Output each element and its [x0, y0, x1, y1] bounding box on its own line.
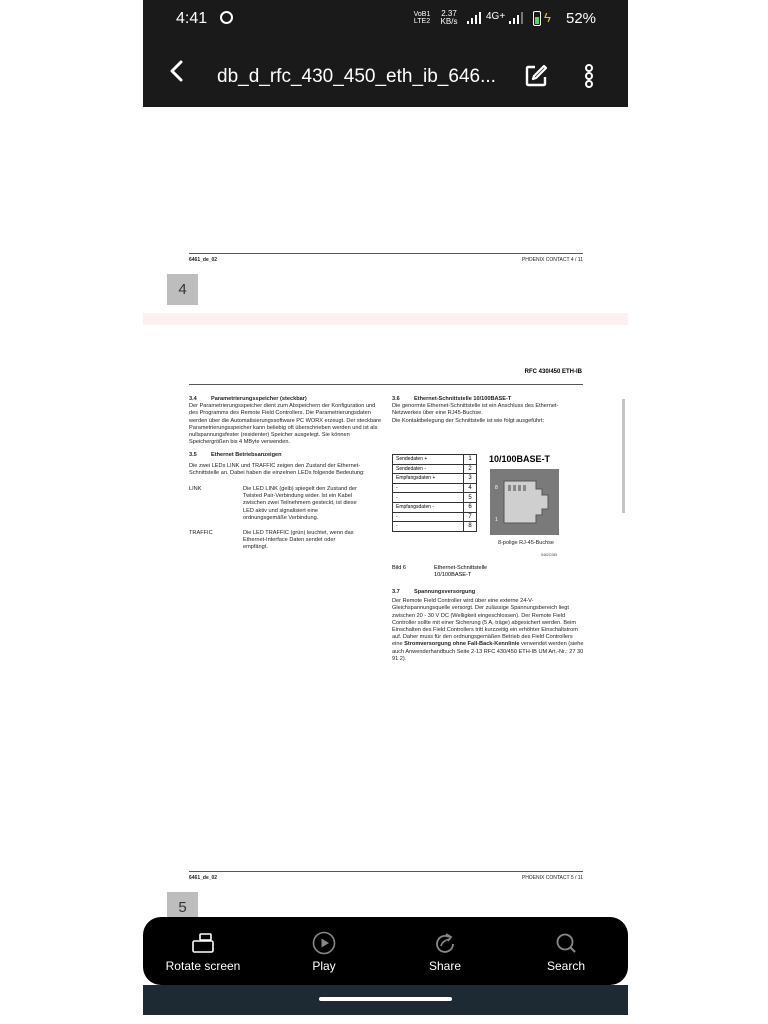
- page-number-badge: 4: [167, 274, 198, 305]
- footer-doc-id: 6461_de_02: [189, 875, 218, 881]
- section-heading: 3.7 Spannungsversorgung: [392, 589, 476, 595]
- right-column-top: [392, 396, 584, 425]
- whatsapp-icon: [220, 11, 233, 24]
- scrollbar[interactable]: [622, 399, 625, 513]
- section-text: Die genormte Ethernet-Schnittstelle ist ein Anschluss des Ethernet-Netzwerkes über eine RJ45-Buchse.: [392, 403, 559, 417]
- pin-number: 2: [464, 464, 477, 474]
- battery-icon: [533, 11, 541, 26]
- pin-signal: -: [393, 512, 464, 522]
- footer-doc-id: 6461_de_02: [189, 257, 218, 263]
- network-speed: 2.37 KB/s: [440, 9, 458, 26]
- page-footer: [189, 871, 583, 881]
- pin-row: [393, 512, 477, 522]
- footer-publisher: PHOENIX CONTACT 5 / 11: [521, 875, 583, 881]
- pin-number: 8: [464, 522, 477, 532]
- search-button[interactable]: [506, 917, 626, 985]
- phone-screen: [143, 0, 628, 1015]
- section-text: Die Kontaktbelegung der Schnittstelle ist wie folgt ausgeführt:: [392, 417, 545, 424]
- pin-row: [393, 522, 477, 532]
- system-nav-bar: [143, 985, 628, 1015]
- network-type: 4G+: [486, 11, 506, 22]
- pin-number: 6: [464, 502, 477, 512]
- pin-signal: Sendedaten -: [393, 464, 464, 474]
- figure-label: Bild 6: [392, 565, 406, 571]
- figure-text: Ethernet-Schnittstelle 10/100BASE-T: [434, 565, 488, 578]
- rj45-connector-image: [490, 469, 559, 535]
- page-header: RFC 430/450 ETH-IB: [524, 369, 582, 375]
- section-text: Die zwei LEDs LINK und TRAFFIC zeigen den Zustand der Ethernet-Schnittstelle an. Dabei haben die einzelnen LEDs folgende Bedeutung:: [189, 462, 365, 476]
- app-toolbar: [143, 38, 628, 107]
- pin-signal: Empfangsdaten +: [393, 474, 464, 484]
- pin-row: [393, 474, 477, 484]
- pin-number: 7: [464, 512, 477, 522]
- share-button[interactable]: [385, 917, 505, 985]
- connector-ref: 5462C065: [541, 553, 558, 557]
- led-name: TRAFFIC: [189, 530, 213, 537]
- header-rule: [189, 384, 583, 385]
- pin-row: [393, 455, 477, 465]
- section-heading: 3.4 Parametrierungsspeicher (steckbar): [189, 396, 307, 402]
- pin-row: [393, 502, 477, 512]
- table-title: 10/100BASE-T: [489, 454, 551, 464]
- pdf-viewer[interactable]: [143, 107, 628, 917]
- rotate-label: Rotate screen: [165, 959, 241, 973]
- play-icon: [312, 931, 336, 955]
- pin-signal: -: [393, 483, 464, 493]
- share-icon: [433, 931, 457, 955]
- bottom-action-bar: [143, 917, 628, 985]
- svg-text:8: 8: [495, 485, 498, 491]
- connector-caption: 8-polige RJ-45-Buchse: [498, 540, 554, 546]
- charging-icon: ϟ: [544, 10, 551, 25]
- figure-caption: [392, 565, 504, 579]
- led-description: [189, 486, 385, 522]
- battery-percent: 52%: [566, 10, 597, 27]
- pin-signal: Empfangsdaten -: [393, 502, 464, 512]
- pin-signal: -: [393, 522, 464, 532]
- pin-row: [393, 493, 477, 503]
- page-separator: [143, 313, 628, 325]
- document-title: db_d_rfc_430_450_eth_ib_646...: [217, 66, 496, 87]
- footer-publisher: PHOENIX CONTACT 4 / 11: [521, 257, 583, 263]
- signal-icon-2: [509, 12, 523, 24]
- pin-row: [393, 483, 477, 493]
- led-text: Die LED TRAFFIC (grün) leuchtet, wenn das Ethernet-Interface Daten sendet oder empfängt.: [243, 530, 354, 551]
- edit-icon[interactable]: [524, 64, 548, 88]
- led-text: Die LED LINK (gelb) spiegelt den Zustand der Twisted Pair-Verbindung wider. Ist ein Kabel zwischen zwei Teilnehmern gesteckt, ist diese LED aktiv und signalisiert eine ordnungsgemäße Verbindung.: [243, 486, 357, 521]
- play-label: Play: [312, 959, 336, 973]
- svg-text:1: 1: [495, 517, 498, 523]
- home-gesture-pill[interactable]: [319, 997, 452, 1001]
- clock: 4:41: [176, 10, 208, 27]
- signal-icon: [467, 12, 481, 24]
- page-footer: [189, 253, 583, 263]
- section-heading: 3.5 Ethernet Betriebsanzeigen: [189, 452, 282, 459]
- search-icon: [554, 931, 578, 955]
- pin-number: 3: [464, 474, 477, 484]
- search-label: Search: [546, 959, 586, 973]
- rotate-icon: [191, 931, 215, 955]
- page-number-badge: 5: [167, 892, 198, 923]
- section-text: Der Parametrierungsspeicher dient zum Abspeichern der Konfiguration und des Programms des Remote Field Controllers. Die Parametrierungsdaten werden über die Automatisierungssoftware PC WORX erzeugt. Der steckbare Parametrierungsspeicher kann beliebig oft überschrieben werden und ist als nullspannungsfester (residenter) Speicher ausgelegt. Sie können Speichergrößen bis 4 MByte verwenden.: [189, 403, 382, 446]
- section-text: Der Remote Field Controller wird über eine externe 24-V-Gleichspannungsquelle versorgt. Der zulässige Spannungsbereich liegt zwischen 20 - 30 V DC (Welligkeit eingeschlossen). Der Remote Field Controller sollte mit einer Sicherung (5 A, träge) abgesichert werden. Beim Einschalten des Field Controllers tritt kurzzeitig ein erhöhter Einschaltstrom auf. Daher muss für den ordnungsgemäßen Betrieb des Field Controllers eine Stromversorgung ohne Fall-Back-Kennlinie verwendet werden (siehe auch Anwenderhandbuch Seite 2-13 RFC 430/450 ETH-IB UM Art.-Nr.: 27 30 91 2).: [392, 598, 584, 662]
- volte-indicator: VoB1 LTE2: [413, 11, 431, 25]
- pin-number: 4: [464, 483, 477, 493]
- right-column-bottom: [392, 589, 584, 663]
- led-description: [189, 530, 385, 552]
- section-heading: 3.6 Ethernet-Schnittstelle 10/100BASE-T: [392, 396, 512, 402]
- pin-signal: Sendedaten +: [393, 455, 464, 465]
- back-arrow-icon[interactable]: [165, 58, 191, 84]
- pin-number: 5: [464, 493, 477, 503]
- pin-row: [393, 464, 477, 474]
- more-options-icon[interactable]: [583, 64, 595, 88]
- rotate-screen-button[interactable]: [143, 917, 263, 985]
- left-column: [189, 396, 385, 552]
- pin-table: [392, 454, 477, 532]
- pin-signal: -: [393, 493, 464, 503]
- share-label: Share: [428, 959, 462, 973]
- pin-number: 1: [464, 455, 477, 465]
- status-bar: [143, 0, 628, 38]
- play-button[interactable]: [264, 917, 384, 985]
- led-name: LINK: [189, 486, 202, 493]
